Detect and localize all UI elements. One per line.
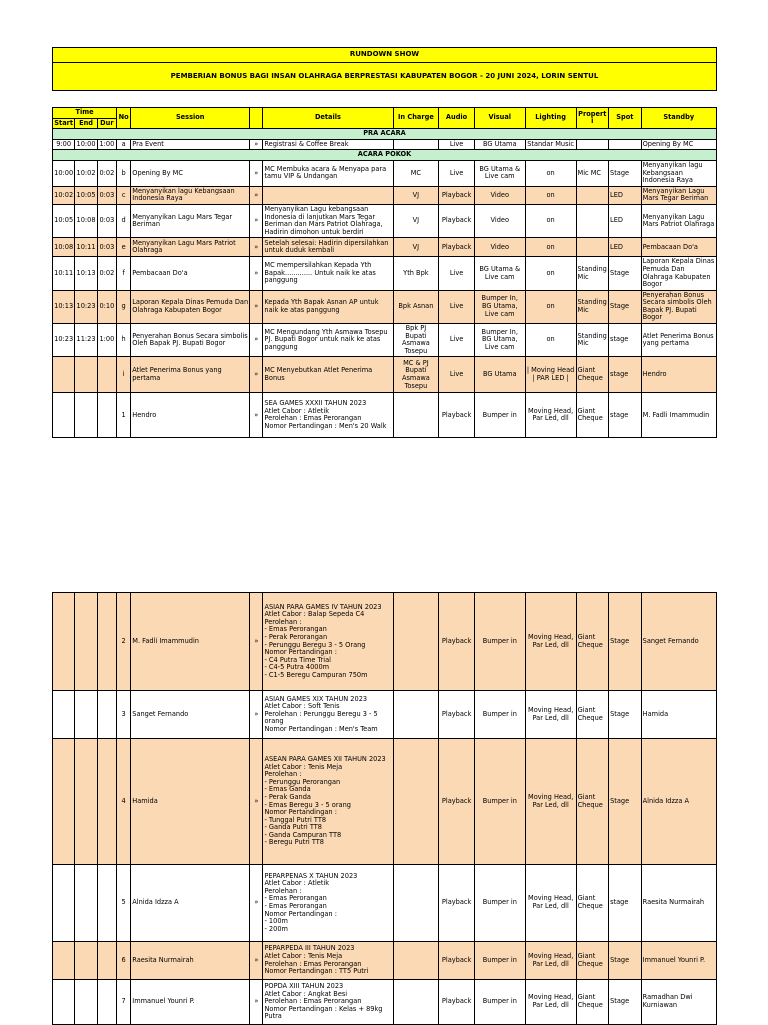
cell-no: 2 xyxy=(117,593,131,691)
cell-lighting: Moving Head, Par Led, dll xyxy=(525,393,576,438)
header-arrow-col xyxy=(250,108,263,129)
cell-lighting: Moving Head, Par Led, dll xyxy=(525,865,576,942)
cell-details: ASEAN PARA GAMES XII TAHUN 2023 Atlet Cabor : Tenis Meja Perolehan : - Perunggu Perorangan - Emas Ganda - Perak Ganda - Emas Beregu 3 - 5 orang Nomor Pertandingan : - Tunggal Putri TT8 - Ganda Putri TT8 - Ganda Campuran TT8 - Beregu Putri TT8 xyxy=(263,739,393,865)
cell-dur: 0:03 xyxy=(97,204,116,237)
table-row xyxy=(53,238,717,257)
cell-details: Kepada Yth Bapak Asnan AP untuk naik ke atas panggung xyxy=(263,290,393,323)
cell-lighting: | Moving Head | PAR LED | xyxy=(525,357,576,393)
cell-dur xyxy=(97,393,116,438)
cell-arrow: » xyxy=(250,139,263,150)
cell-properti: Giant Cheque xyxy=(576,865,609,942)
cell-properti: Standing Mic xyxy=(576,290,609,323)
cell-end xyxy=(75,593,97,691)
table-row xyxy=(53,160,717,186)
header-time: Time xyxy=(53,108,117,119)
cell-audio: Playback xyxy=(439,238,475,257)
cell-lighting: Moving Head, Par Led, dll xyxy=(525,593,576,691)
cell-start xyxy=(53,357,75,393)
cell-dur xyxy=(97,691,116,739)
cell-no: 3 xyxy=(117,691,131,739)
cell-start xyxy=(53,593,75,691)
cell-in-charge xyxy=(393,980,439,1025)
cell-in-charge: MC xyxy=(393,160,439,186)
cell-visual: Bumper in xyxy=(474,393,525,438)
cell-in-charge: VJ xyxy=(393,204,439,237)
table-row xyxy=(53,691,717,739)
cell-no: i xyxy=(117,357,131,393)
cell-arrow: » xyxy=(250,290,263,323)
cell-start xyxy=(53,691,75,739)
cell-session: Alnida Idzza A xyxy=(131,865,250,942)
cell-details: MC Membuka acara & Menyapa para tamu VIP & Undangan xyxy=(263,160,393,186)
cell-visual: Bumper In, BG Utama, Live cam xyxy=(474,290,525,323)
cell-standby: Opening By MC xyxy=(641,139,716,150)
cell-in-charge: Bpk PJ Bupati Asmawa Tosepu xyxy=(393,324,439,357)
cell-in-charge xyxy=(393,739,439,865)
cell-spot: Stage xyxy=(609,739,642,865)
cell-details xyxy=(263,186,393,204)
table-row xyxy=(53,593,717,691)
cell-dur: 0:03 xyxy=(97,238,116,257)
cell-no: f xyxy=(117,257,131,290)
table-row xyxy=(53,357,717,393)
cell-in-charge xyxy=(393,139,439,150)
cell-lighting: on xyxy=(525,160,576,186)
cell-audio: Live xyxy=(439,357,475,393)
cell-properti xyxy=(576,204,609,237)
spacer-row xyxy=(53,91,717,108)
cell-details: Menyanyikan Lagu kebangsaan Indonesia di lanjutkan Mars Tegar Beriman dan Mars Patriot Olahraga, Hadirin dimohon untuk berdiri xyxy=(263,204,393,237)
header-session: Session xyxy=(131,108,250,129)
header-visual: Visual xyxy=(474,108,525,129)
cell-standby: Pembacaan Do'a xyxy=(641,238,716,257)
cell-properti: Giant Cheque xyxy=(576,739,609,865)
cell-properti: Standing Mic xyxy=(576,257,609,290)
cell-arrow: » xyxy=(250,160,263,186)
cell-start: 10:08 xyxy=(53,238,75,257)
cell-no: 1 xyxy=(117,393,131,438)
header-audio: Audio xyxy=(439,108,475,129)
cell-start: 9:00 xyxy=(53,139,75,150)
cell-details: POPDA XIII TAHUN 2023 Atlet Cabor : Angkat Besi Perolehan : Emas Perorangan Nomor Pertandingan : Kelas + 89kg Putra xyxy=(263,980,393,1025)
cell-standby: Menyanyikan Lagu Mars Tegar Beriman xyxy=(641,186,716,204)
cell-arrow: » xyxy=(250,691,263,739)
cell-visual: BG Utama & Live cam xyxy=(474,160,525,186)
cell-start: 10:11 xyxy=(53,257,75,290)
cell-audio: Live xyxy=(439,139,475,150)
cell-standby: Raesita Nurmairah xyxy=(641,865,716,942)
event-title: PEMBERIAN BONUS BAGI INSAN OLAHRAGA BERPRESTASI KABUPATEN BOGOR - 20 JUNI 2024, LORIN SENTUL xyxy=(53,63,717,91)
cell-properti xyxy=(576,139,609,150)
cell-standby: Ramadhan Dwi Kurniawan xyxy=(641,980,716,1025)
cell-end: 10:08 xyxy=(75,204,97,237)
cell-visual: Bumper in xyxy=(474,739,525,865)
header-properti: Properti xyxy=(576,108,609,129)
cell-start: 10:05 xyxy=(53,204,75,237)
cell-end xyxy=(75,739,97,865)
cell-arrow: » xyxy=(250,357,263,393)
cell-properti xyxy=(576,186,609,204)
header-end: End xyxy=(75,118,97,129)
cell-spot: stage xyxy=(609,357,642,393)
cell-end: 10:00 xyxy=(75,139,97,150)
cell-end: 10:02 xyxy=(75,160,97,186)
cell-standby: Menyanyikan lagu Kebangsaan Indonesia Raya xyxy=(641,160,716,186)
cell-no: a xyxy=(117,139,131,150)
cell-session: Immanuel Younri P. xyxy=(131,980,250,1025)
cell-standby: Laporan Kepala Dinas Pemuda Dan Olahraga Kabupaten Bogor xyxy=(641,257,716,290)
cell-spot: stage xyxy=(609,865,642,942)
cell-standby: M. Fadli Imammudin xyxy=(641,393,716,438)
cell-end: 10:05 xyxy=(75,186,97,204)
cell-spot: Stage xyxy=(609,290,642,323)
cell-end: 10:13 xyxy=(75,257,97,290)
cell-arrow: » xyxy=(250,865,263,942)
table-row xyxy=(53,865,717,942)
cell-properti: Standing Mic xyxy=(576,324,609,357)
cell-details: MC mempersilahkan Kepada Yth Bapak............. Untuk naik ke atas panggung xyxy=(263,257,393,290)
cell-audio: Playback xyxy=(439,739,475,865)
cell-spot: Stage xyxy=(609,691,642,739)
cell-in-charge xyxy=(393,865,439,942)
cell-end: 11:23 xyxy=(75,324,97,357)
cell-no: 7 xyxy=(117,980,131,1025)
cell-lighting: Moving Head, Par Led, dll xyxy=(525,942,576,980)
header-standby: Standby xyxy=(641,108,716,129)
cell-visual: Bumper in xyxy=(474,865,525,942)
cell-arrow: » xyxy=(250,942,263,980)
cell-end xyxy=(75,865,97,942)
cell-lighting: Moving Head, Par Led, dll xyxy=(525,691,576,739)
cell-spot: stage xyxy=(609,324,642,357)
section-pra-acara: PRA ACARA xyxy=(53,129,717,140)
cell-dur: 1:00 xyxy=(97,139,116,150)
cell-visual: Bumper in xyxy=(474,593,525,691)
cell-standby: Menyanyikan Lagu Mars Patriot Olahraga xyxy=(641,204,716,237)
cell-session: M. Fadli Imammudin xyxy=(131,593,250,691)
cell-details: Setelah selesai: Hadirin dipersilahkan untuk duduk kembali xyxy=(263,238,393,257)
cell-audio: Live xyxy=(439,324,475,357)
cell-no: b xyxy=(117,160,131,186)
cell-visual: Bumper in xyxy=(474,942,525,980)
cell-properti: Giant Cheque xyxy=(576,357,609,393)
cell-standby: Hendro xyxy=(641,357,716,393)
cell-details: ASIAN PARA GAMES IV TAHUN 2023 Atlet Cabor : Balap Sepeda C4 Perolehan : - Emas Perorangan - Perak Perorangan - Perunggu Beregu 3 - 5 Orang Nomor Pertandingan : - C4 Putra Time Trial - C4-5 Putra 4000m - C1-5 Beregu Campuran 750m xyxy=(263,593,393,691)
cell-start xyxy=(53,393,75,438)
cell-session: Raesita Nurmairah xyxy=(131,942,250,980)
cell-visual: Bumper In, BG Utama, Live cam xyxy=(474,324,525,357)
cell-arrow: » xyxy=(250,324,263,357)
cell-audio: Playback xyxy=(439,942,475,980)
cell-lighting: Moving Head, Par Led, dll xyxy=(525,739,576,865)
cell-session: Penyerahan Bonus Secara simbolis Oleh Bapak PJ. Bupati Bogor xyxy=(131,324,250,357)
cell-session: Pembacaan Do'a xyxy=(131,257,250,290)
cell-start xyxy=(53,739,75,865)
table-row xyxy=(53,186,717,204)
cell-end xyxy=(75,980,97,1025)
cell-start: 10:13 xyxy=(53,290,75,323)
table-row xyxy=(53,324,717,357)
section-acara-pokok: ACARA POKOK xyxy=(53,150,717,161)
header-in-charge: In Charge xyxy=(393,108,439,129)
cell-spot: LED xyxy=(609,204,642,237)
cell-audio: Playback xyxy=(439,393,475,438)
cell-audio: Playback xyxy=(439,865,475,942)
cell-properti: Giant Cheque xyxy=(576,393,609,438)
cell-properti xyxy=(576,238,609,257)
table-row xyxy=(53,257,717,290)
cell-audio: Live xyxy=(439,160,475,186)
cell-visual: Bumper in xyxy=(474,980,525,1025)
cell-session: Menyanyikan lagu Kebangsaan Indonesia Raya xyxy=(131,186,250,204)
cell-visual: Bumper in xyxy=(474,691,525,739)
cell-no: 4 xyxy=(117,739,131,865)
cell-spot xyxy=(609,139,642,150)
header-start: Start xyxy=(53,118,75,129)
rundown-title: RUNDOWN SHOW xyxy=(53,48,717,63)
cell-in-charge: MC & PJ Bupati Asmawa Tosepu xyxy=(393,357,439,393)
cell-spot: LED xyxy=(609,238,642,257)
cell-start xyxy=(53,942,75,980)
cell-arrow: » xyxy=(250,204,263,237)
cell-in-charge: VJ xyxy=(393,186,439,204)
rundown-table-bottom xyxy=(52,592,717,1025)
cell-audio: Live xyxy=(439,290,475,323)
cell-session: Sanget Fernando xyxy=(131,691,250,739)
cell-start: 10:23 xyxy=(53,324,75,357)
cell-session: Atlet Penerima Bonus yang pertama xyxy=(131,357,250,393)
cell-in-charge xyxy=(393,593,439,691)
cell-audio: Playback xyxy=(439,204,475,237)
cell-end: 10:23 xyxy=(75,290,97,323)
cell-dur: 1:00 xyxy=(97,324,116,357)
cell-visual: BG Utama xyxy=(474,139,525,150)
cell-details: Registrasi & Coffee Break xyxy=(263,139,393,150)
cell-properti: Giant Cheque xyxy=(576,980,609,1025)
cell-lighting: on xyxy=(525,290,576,323)
cell-audio: Live xyxy=(439,257,475,290)
cell-spot: LED xyxy=(609,186,642,204)
cell-session: Laporan Kepala Dinas Pemuda Dan Olahraga Kabupaten Bogor xyxy=(131,290,250,323)
table-row xyxy=(53,739,717,865)
cell-start xyxy=(53,980,75,1025)
cell-start: 10:02 xyxy=(53,186,75,204)
cell-session: Hamida xyxy=(131,739,250,865)
cell-end xyxy=(75,357,97,393)
cell-session: Menyanyikan Lagu Mars Patriot Olahraga xyxy=(131,238,250,257)
cell-properti: Giant Cheque xyxy=(576,942,609,980)
cell-dur xyxy=(97,739,116,865)
cell-dur xyxy=(97,942,116,980)
cell-dur: 0:03 xyxy=(97,186,116,204)
cell-lighting: Standar Music xyxy=(525,139,576,150)
cell-dur xyxy=(97,357,116,393)
cell-no: e xyxy=(117,238,131,257)
cell-details: ASIAN GAMES XIX TAHUN 2023 Atlet Cabor : Soft Tenis Perolehan : Perunggu Beregu 3 - 5 orang Nomor Pertandingan : Men's Team xyxy=(263,691,393,739)
cell-visual: Video xyxy=(474,186,525,204)
cell-session: Pra Event xyxy=(131,139,250,150)
cell-details: MC Mengundang Yth Asmawa Tosepu PJ. Bupati Bogor untuk naik ke atas panggung xyxy=(263,324,393,357)
cell-in-charge xyxy=(393,393,439,438)
cell-audio: Playback xyxy=(439,593,475,691)
cell-standby: Sanget Fernando xyxy=(641,593,716,691)
cell-dur xyxy=(97,865,116,942)
cell-arrow: » xyxy=(250,186,263,204)
cell-details: SEA GAMES XXXII TAHUN 2023 Atlet Cabor : Atletik Perolehan : Emas Perorangan Nomor Pertandingan : Men's 20 Walk xyxy=(263,393,393,438)
cell-in-charge: Yth Bpk xyxy=(393,257,439,290)
cell-spot: Stage xyxy=(609,942,642,980)
cell-standby: Hamida xyxy=(641,691,716,739)
cell-properti: Mic MC xyxy=(576,160,609,186)
cell-spot: Stage xyxy=(609,160,642,186)
cell-standby: Alnida Idzza A xyxy=(641,739,716,865)
table-row xyxy=(53,139,717,150)
cell-arrow: » xyxy=(250,739,263,865)
cell-properti: Giant Cheque xyxy=(576,691,609,739)
header-details: Details xyxy=(263,108,393,129)
cell-details: PEPARPEDA III TAHUN 2023 Atlet Cabor : Tenis Meja Perolehan : Emas Perorangan Nomor Pertandingan : TT5 Putri xyxy=(263,942,393,980)
cell-start: 10:00 xyxy=(53,160,75,186)
cell-audio: Playback xyxy=(439,691,475,739)
table-row xyxy=(53,290,717,323)
cell-start xyxy=(53,865,75,942)
cell-arrow: » xyxy=(250,238,263,257)
header-spot: Spot xyxy=(609,108,642,129)
table-row xyxy=(53,204,717,237)
cell-lighting: on xyxy=(525,186,576,204)
cell-no: c xyxy=(117,186,131,204)
cell-spot: Stage xyxy=(609,593,642,691)
cell-lighting: on xyxy=(525,204,576,237)
cell-no: h xyxy=(117,324,131,357)
cell-details: PEPARPENAS X TAHUN 2023 Atlet Cabor : Atletik Perolehan : - Emas Perorangan - Emas Perorangan Nomor Pertandingan : - 100m - 200m xyxy=(263,865,393,942)
cell-spot: Stage xyxy=(609,257,642,290)
cell-session: Menyanyikan Lagu Mars Tegar Beriman xyxy=(131,204,250,237)
cell-lighting: on xyxy=(525,238,576,257)
cell-end: 10:11 xyxy=(75,238,97,257)
cell-arrow: » xyxy=(250,257,263,290)
cell-arrow: » xyxy=(250,980,263,1025)
cell-properti: Giant Cheque xyxy=(576,593,609,691)
cell-session: Hendro xyxy=(131,393,250,438)
table-row xyxy=(53,393,717,438)
cell-dur xyxy=(97,593,116,691)
cell-in-charge: Bpk Asnan xyxy=(393,290,439,323)
cell-lighting: on xyxy=(525,257,576,290)
cell-in-charge: VJ xyxy=(393,238,439,257)
cell-visual: Video xyxy=(474,204,525,237)
cell-session: Opening By MC xyxy=(131,160,250,186)
cell-arrow: » xyxy=(250,593,263,691)
cell-visual: BG Utama xyxy=(474,357,525,393)
cell-spot: Stage xyxy=(609,980,642,1025)
header-lighting: Lighting xyxy=(525,108,576,129)
cell-dur: 0:02 xyxy=(97,160,116,186)
cell-dur: 0:02 xyxy=(97,257,116,290)
cell-no: 6 xyxy=(117,942,131,980)
cell-audio: Playback xyxy=(439,980,475,1025)
cell-standby: Immanuel Younri P. xyxy=(641,942,716,980)
cell-end xyxy=(75,691,97,739)
cell-lighting: Moving Head, Par Led, dll xyxy=(525,980,576,1025)
cell-arrow: » xyxy=(250,393,263,438)
header-dur: Dur xyxy=(97,118,116,129)
cell-end xyxy=(75,393,97,438)
cell-details: MC Menyebutkan Atlet Penerima Bonus xyxy=(263,357,393,393)
cell-spot: stage xyxy=(609,393,642,438)
header-no: No xyxy=(117,108,131,129)
cell-in-charge xyxy=(393,942,439,980)
cell-in-charge xyxy=(393,691,439,739)
table-row xyxy=(53,980,717,1025)
cell-audio: Playback xyxy=(439,186,475,204)
table-row xyxy=(53,942,717,980)
cell-visual: BG Utama & Live cam xyxy=(474,257,525,290)
cell-standby: Penyerahan Bonus Secara simbolis Oleh Bapak PJ. Bupati Bogor xyxy=(641,290,716,323)
cell-standby: Atlet Penerima Bonus yang pertama xyxy=(641,324,716,357)
cell-dur: 0:10 xyxy=(97,290,116,323)
cell-dur xyxy=(97,980,116,1025)
cell-no: d xyxy=(117,204,131,237)
cell-no: 5 xyxy=(117,865,131,942)
cell-visual: Video xyxy=(474,238,525,257)
cell-lighting: on xyxy=(525,324,576,357)
rundown-table-top xyxy=(52,47,717,438)
cell-end xyxy=(75,942,97,980)
cell-no: g xyxy=(117,290,131,323)
